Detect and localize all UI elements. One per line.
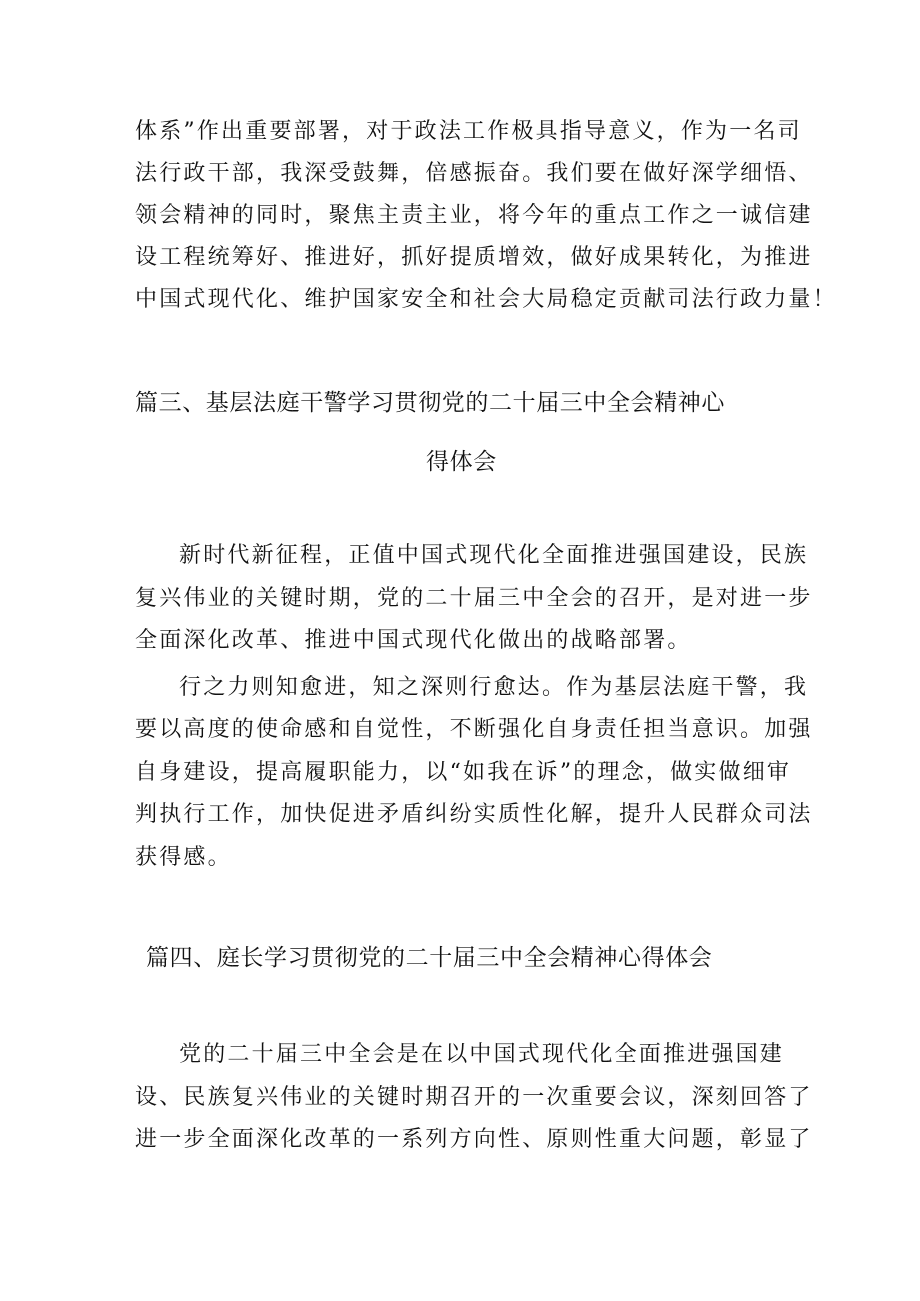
text-line: 设、民族复兴伟业的关键时期召开的一次重要会议，深刻回答了 — [135, 1085, 813, 1110]
text-line: 设工程统筹好、推进好，抓好提质增效，做好成果转化，为推进 — [135, 245, 813, 270]
text-line: 法行政干部，我深受鼓舞，倍感振奋。我们要在做好深学细悟、 — [135, 161, 813, 186]
text-line: 进一步全面深化改革的一系列方向性、原则性重大问题，彰显了 — [135, 1127, 813, 1152]
text-line: 领会精神的同时，聚焦主责主业，将今年的重点工作之一诚信建 — [135, 203, 813, 228]
text-line: 行之力则知愈进，知之深则行愈达。作为基层法庭干警，我 — [179, 675, 809, 700]
text-line: 复兴伟业的关键时期，党的二十届三中全会的召开，是对进一步 — [135, 586, 813, 611]
text-line: 新时代新征程，正值中国式现代化全面推进强国建设，民族 — [179, 543, 809, 568]
section-4-title: 篇四、庭长学习贯彻党的二十届三中全会精神心得体会 — [146, 945, 713, 971]
text-line: 中国式现代化、维护国家安全和社会大局稳定贡献司法行政力量！ — [135, 287, 837, 312]
text-line: 体系”作出重要部署，对于政法工作极具指导意义，作为一名司 — [135, 119, 802, 144]
text-line: 全面深化改革、推进中国式现代化做出的战略部署。 — [135, 628, 692, 653]
text-line: 要以高度的使命感和自觉性，不断强化自身责任担当意识。加强 — [135, 717, 813, 742]
text-line: 党的二十届三中全会是在以中国式现代化全面推进强国建 — [179, 1042, 785, 1067]
text-line: 判执行工作，加快促进矛盾纠纷实质性化解，提升人民群众司法 — [135, 802, 813, 827]
section-3-title-line-2: 得体会 — [426, 449, 497, 475]
text-line: 获得感。 — [135, 845, 232, 870]
text-line: 自身建设，提高履职能力，以“如我在诉”的理念，做实做细审 — [135, 760, 792, 785]
section-3-title-line-1: 篇三、基层法庭干警学习贯彻党的二十届三中全会精神心 — [135, 390, 725, 416]
